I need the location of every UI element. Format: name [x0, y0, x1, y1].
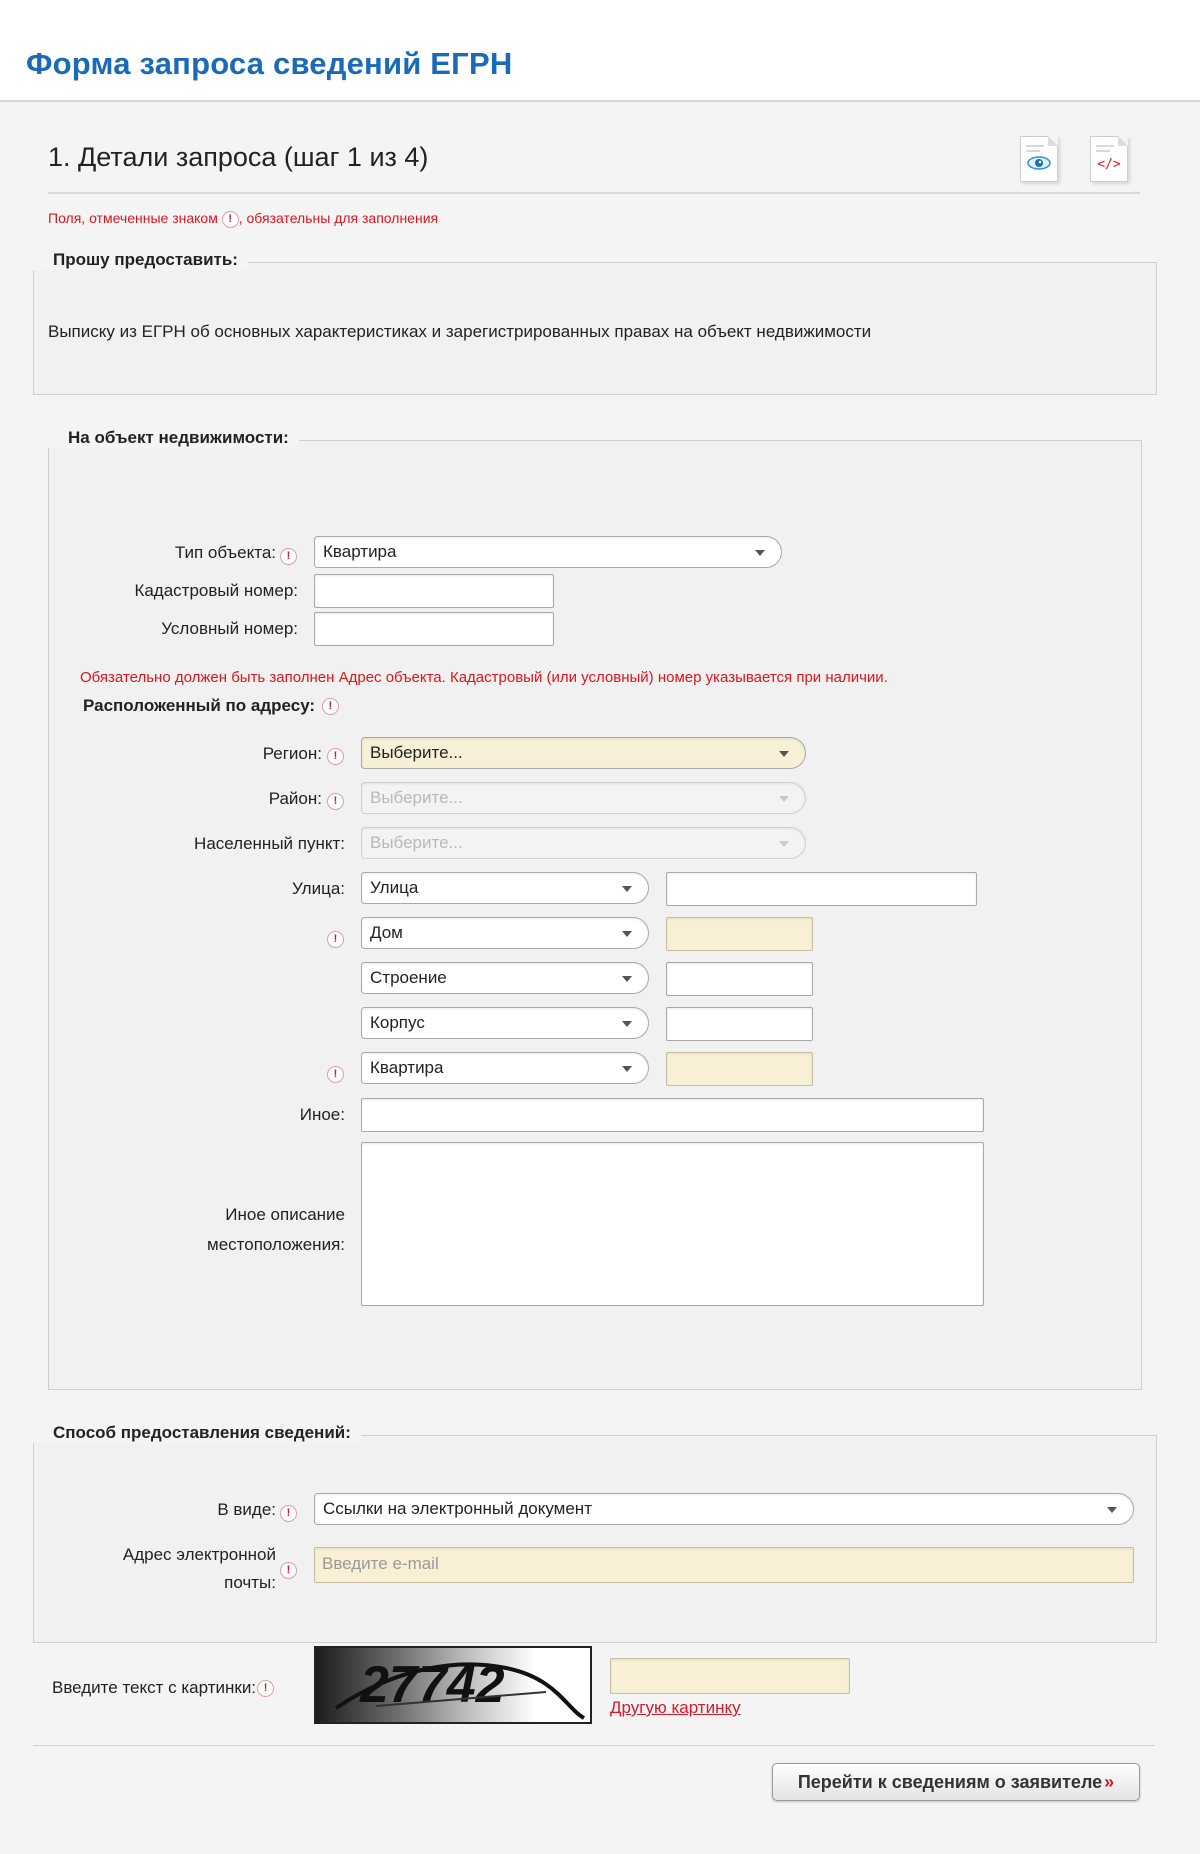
object-type-label — [100, 543, 276, 563]
required-icon: ! — [280, 548, 297, 565]
required-icon: ! — [280, 1505, 297, 1522]
street-type-select[interactable]: Улица — [361, 872, 649, 904]
next-step-button[interactable] — [772, 1763, 1140, 1801]
conditional-label: Условный номер: — [161, 619, 298, 638]
required-icon: ! — [257, 1680, 274, 1697]
format-select[interactable]: Ссылки на электронный документ — [314, 1493, 1134, 1525]
region-select[interactable]: Выберите... — [361, 737, 806, 769]
other-description-label-line-2: местоположения: — [207, 1235, 345, 1254]
email-label-line-1: Адрес электронной — [122, 1545, 276, 1564]
required-note-text-end: , обязательны для заполнения — [238, 210, 439, 226]
object-type-select[interactable]: Квартира — [314, 536, 782, 568]
other-input[interactable] — [361, 1098, 984, 1132]
svg-text:</>: </> — [1097, 157, 1121, 172]
required-icon: ! — [322, 698, 339, 715]
corpus-type-select[interactable]: Корпус — [361, 1007, 649, 1039]
page-title: Форма запроса сведений ЕГРН — [26, 46, 513, 81]
required-note — [48, 210, 438, 228]
captcha-image — [314, 1646, 592, 1724]
required-note-text: Поля, отмеченные знаком — [48, 210, 218, 226]
email-label-line-2: почты: — [224, 1573, 276, 1592]
required-icon: ! — [327, 748, 344, 765]
other-description-label-line-1: Иное описание — [225, 1205, 345, 1224]
email-label — [80, 1541, 276, 1597]
district-select[interactable]: Выберите... — [361, 782, 806, 814]
address-hint: Обязательно должен быть заполнен Адрес объекта. Кадастровый (или условный) номер указывается при наличии. — [80, 669, 888, 686]
address-heading — [83, 696, 339, 716]
page-header — [0, 0, 1200, 102]
request-legend: Прошу предоставить: — [33, 250, 248, 270]
preview-icon[interactable] — [1020, 136, 1058, 182]
street-label: Улица: — [292, 879, 345, 898]
conditional-number-input[interactable] — [314, 612, 554, 646]
locality-select[interactable]: Выберите... — [361, 827, 806, 859]
delivery-fieldset — [33, 1435, 1157, 1643]
apartment-type-select[interactable]: Квартира — [361, 1052, 649, 1084]
request-text: Выписку из ЕГРН об основных характеристиках и зарегистрированных правах на объект недвижимости — [48, 322, 872, 341]
email-input[interactable]: Введите e-mail — [314, 1547, 1134, 1583]
region-label: Регион: — [262, 744, 322, 763]
other-description-label — [120, 1200, 345, 1260]
captcha-label-text: Введите текст с картинки: — [52, 1678, 257, 1697]
cadastral-label: Кадастровый номер: — [134, 581, 298, 600]
other-description-textarea[interactable] — [361, 1142, 984, 1306]
object-legend: На объект недвижимости: — [48, 428, 299, 448]
locality-label: Населенный пункт: — [194, 834, 345, 853]
step-title: 1. Детали запроса (шаг 1 из 4) — [48, 142, 429, 172]
captcha-input[interactable] — [610, 1658, 850, 1694]
format-label: В виде: — [217, 1500, 276, 1519]
captcha-text: 27742 — [360, 1656, 505, 1714]
corpus-input[interactable] — [666, 1007, 813, 1041]
captcha-label — [52, 1678, 274, 1698]
house-type-select[interactable]: Дом — [361, 917, 649, 949]
step-divider — [48, 192, 1140, 194]
building-type-select[interactable]: Строение — [361, 962, 649, 994]
other-label: Иное: — [299, 1105, 345, 1124]
street-input[interactable] — [666, 872, 977, 906]
required-icon: ! — [327, 793, 344, 810]
required-icon: ! — [280, 1562, 297, 1579]
code-icon[interactable] — [1090, 136, 1128, 182]
cadastral-number-input[interactable] — [314, 574, 554, 608]
object-type-label-text: Тип объекта: — [174, 543, 276, 562]
required-icon: ! — [222, 211, 239, 228]
building-input[interactable] — [666, 962, 813, 996]
required-icon: ! — [327, 931, 344, 948]
apartment-input[interactable] — [666, 1052, 813, 1086]
footer-divider — [33, 1745, 1155, 1746]
district-label: Район: — [268, 789, 322, 808]
house-input[interactable] — [666, 917, 813, 951]
address-heading-text: Расположенный по адресу: — [83, 696, 316, 715]
required-icon: ! — [327, 1066, 344, 1083]
next-step-button-label: Перейти к сведениям о заявителе — [797, 1772, 1103, 1792]
next-arrow-icon: » — [1104, 1772, 1115, 1792]
delivery-legend: Способ предоставления сведений: — [33, 1423, 361, 1443]
other-captcha-link[interactable]: Другую картинку — [610, 1698, 741, 1717]
